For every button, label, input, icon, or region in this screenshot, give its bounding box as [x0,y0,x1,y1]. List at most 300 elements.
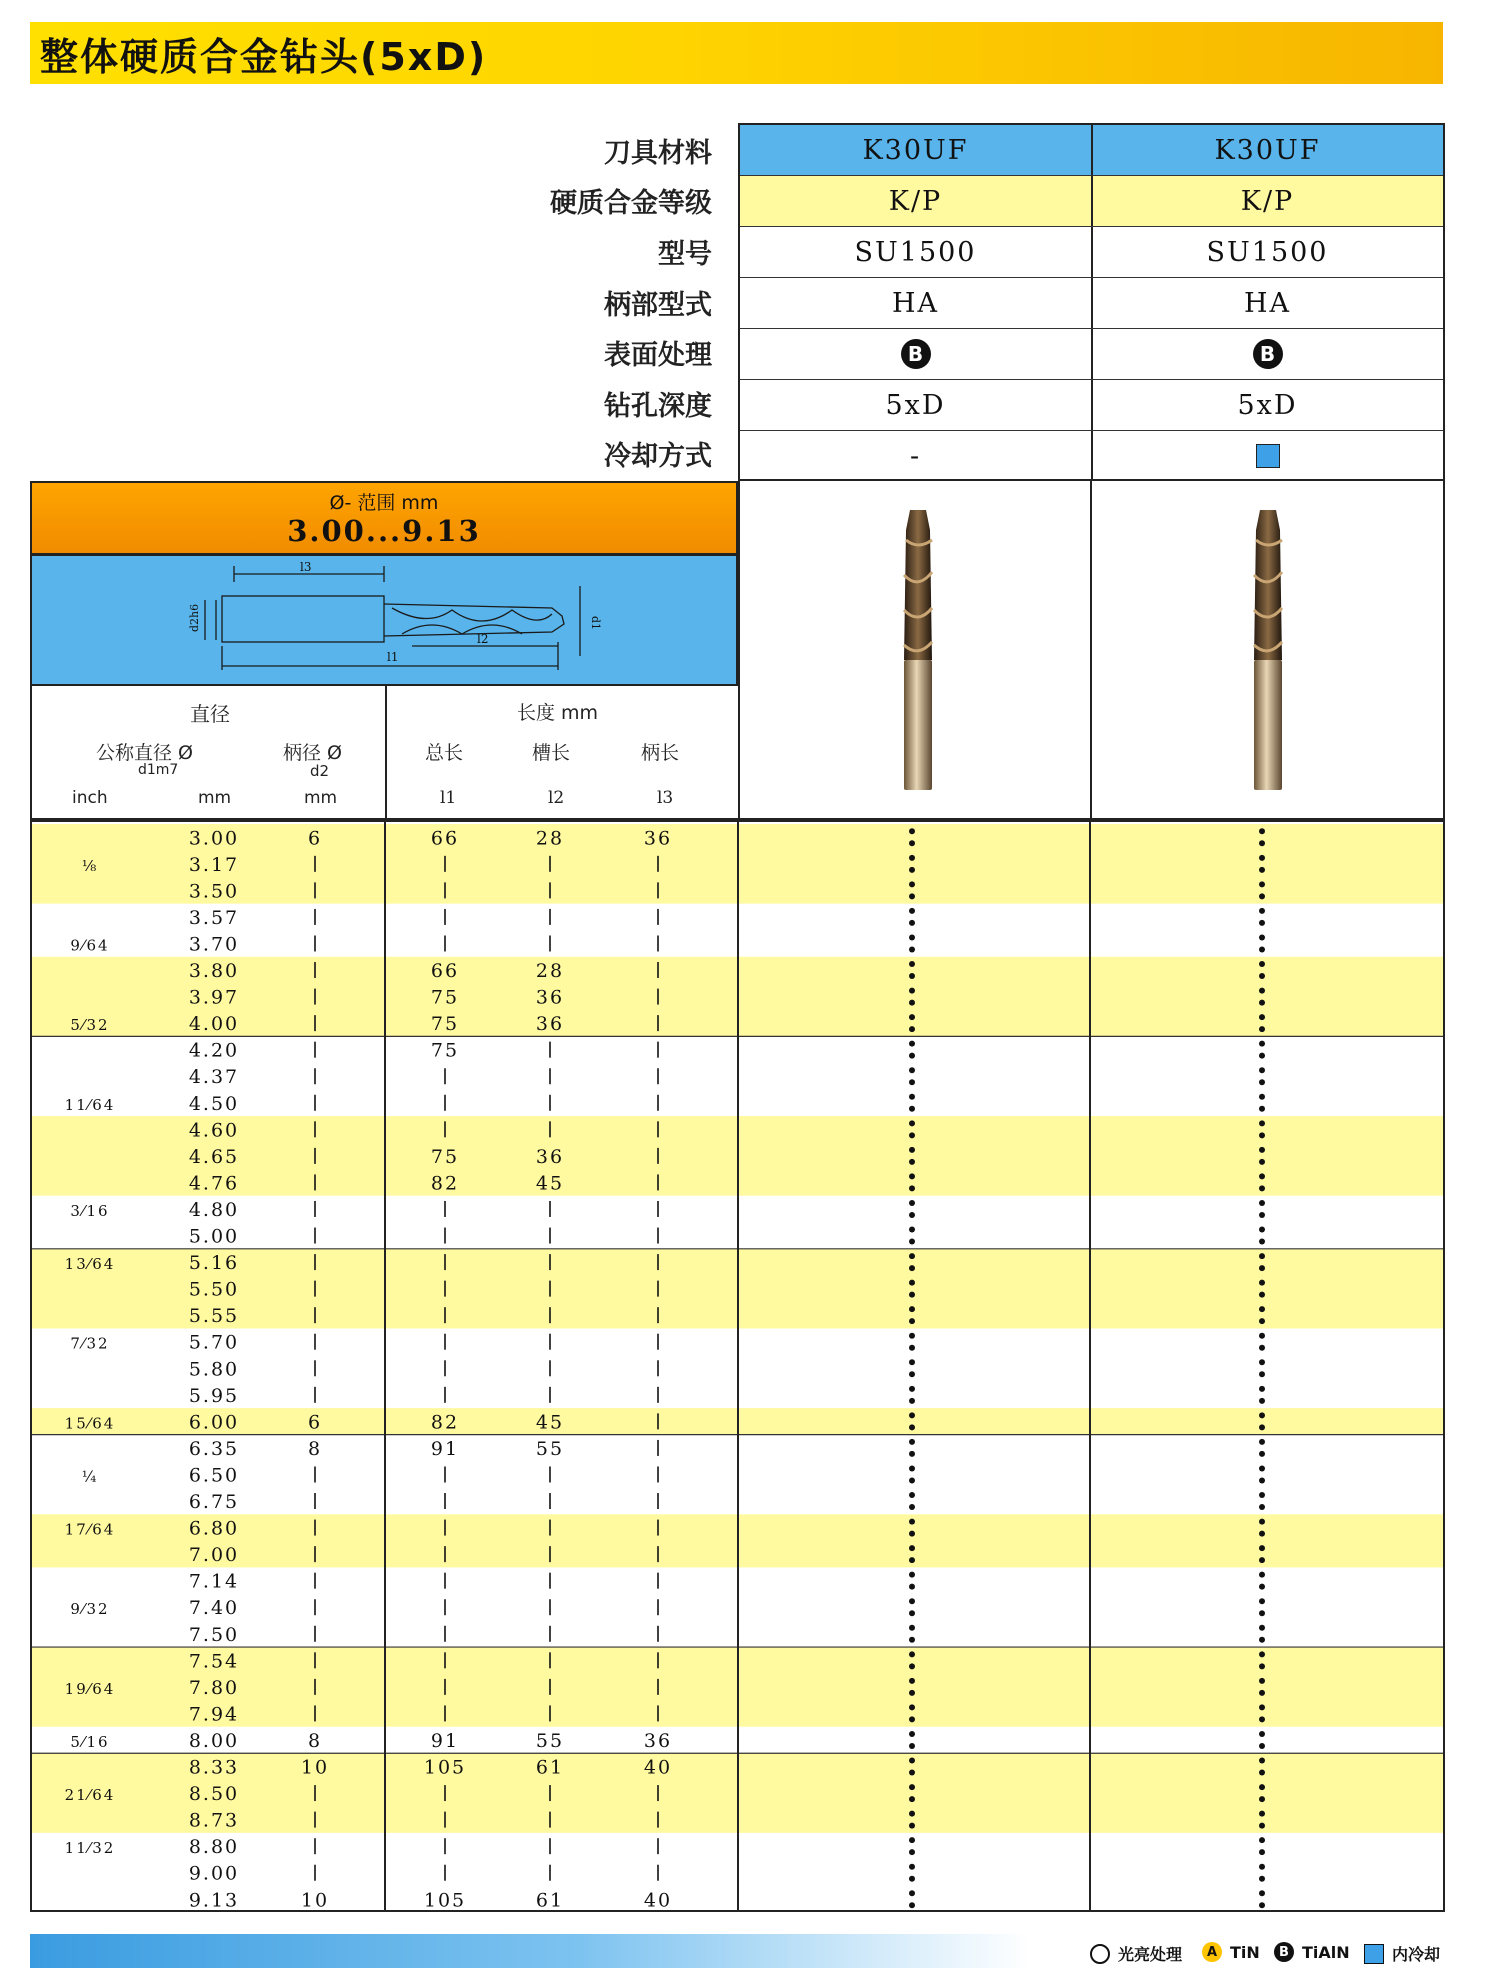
availability-dot [1259,1306,1265,1312]
cell-mm: 8.80 [188,1836,240,1859]
availability-dot [1259,1318,1265,1324]
spec-row-surface [740,329,1443,380]
page-title: 整体硬质合金钻头(5xD) [40,35,488,79]
spec-row-depth [740,380,1443,431]
cell-inch: 5⁄16 [70,1732,110,1751]
availability-dot [1259,1200,1265,1206]
legend-polished: 光亮处理 [1090,1942,1182,1965]
availability-dot [1259,1132,1265,1138]
availability-dot [1259,908,1265,914]
cell-d2: 6 [307,1411,323,1434]
cell-inch: 17⁄64 [64,1520,116,1539]
availability-dot [1259,1185,1265,1191]
cell-mm: 4.80 [188,1198,240,1221]
availability-dot [1259,867,1265,873]
availability-dot [909,1253,915,1259]
availability-dot [909,1147,915,1153]
availability-dot [1259,1784,1265,1790]
availability-dot [1259,1067,1265,1073]
availability-dot [1259,1120,1265,1126]
availability-dot [909,840,915,846]
drill-dimension-diagram [32,556,736,684]
availability-dot [909,1398,915,1404]
header-l2: l2 [548,788,565,808]
availability-dot [1259,1053,1265,1059]
availability-dot [909,1663,915,1669]
availability-dot [909,1079,915,1085]
dim-l1-label: l1 [387,650,399,664]
cell-mm: 5.95 [188,1384,240,1407]
badge-b-icon: B [1274,1942,1294,1962]
availability-dot [909,1531,915,1537]
internal-cooling-icon [1256,444,1280,468]
availability-dot [1259,855,1265,861]
cell-l1: 82 [430,1172,460,1195]
availability-dot [1259,1227,1265,1233]
cell-l1: 75 [430,1145,460,1168]
availability-dot [909,881,915,887]
cell-mm: 4.60 [188,1119,240,1142]
availability-dot [909,908,915,914]
availability-dot [1259,1504,1265,1510]
empty-circle-icon [1090,1944,1110,1964]
availability-dot [909,1094,915,1100]
availability-dot [909,1212,915,1218]
availability-dot [1259,1173,1265,1179]
spec-material-2: K30UF [1214,134,1321,166]
availability-dot [909,1690,915,1696]
availability-dot [1259,1386,1265,1392]
availability-dot [1259,1811,1265,1817]
cell-inch: ⅛ [81,856,99,875]
cell-inch: 21⁄64 [64,1786,116,1805]
availability-dot [909,1359,915,1365]
spec-model-1: SU1500 [854,236,977,268]
availability-dot [909,1837,915,1843]
cell-mm: 4.76 [188,1172,240,1195]
availability-dot [909,1067,915,1073]
cell-mm: 5.16 [188,1252,240,1275]
cell-l3: 36 [643,1729,673,1752]
cell-mm: 6.80 [188,1517,240,1540]
cell-l2: 28 [535,827,565,850]
availability-dot [909,1014,915,1020]
availability-dot [1259,1731,1265,1737]
header-l1: l1 [440,788,457,808]
cell-mm: 3.80 [188,960,240,983]
cell-mm: 7.00 [188,1544,240,1567]
dim-l2-label: l2 [477,632,489,646]
availability-dot [1259,1770,1265,1776]
label-carbide-grade: 硬质合金等级 [550,188,712,219]
availability-dot [909,867,915,873]
cell-mm: 5.80 [188,1358,240,1381]
availability-dot [1259,1424,1265,1430]
cell-d2: 8 [307,1437,323,1460]
dim-d2-label: d2h6 [188,603,201,632]
legend-tin: A TiN [1202,1942,1260,1962]
range-label: Ø- 范围 mm [329,492,439,514]
cell-mm: 7.54 [188,1650,240,1673]
availability-dot [909,1451,915,1457]
header-flute-length: 槽长 [532,742,571,764]
table-header [30,686,1445,820]
cell-mm: 5.70 [188,1331,240,1354]
cell-l2: 36 [535,1013,565,1036]
availability-dot [1259,1890,1265,1896]
availability-dot [1259,1159,1265,1165]
availability-dot [909,1572,915,1578]
availability-dot [909,1185,915,1191]
label-drill-depth: 钻孔深度 [604,391,712,422]
availability-dot [909,1504,915,1510]
cell-mm: 8.33 [188,1756,240,1779]
header-mm-1: mm [198,788,232,808]
cell-mm: 6.00 [188,1411,240,1434]
availability-dot [909,1345,915,1351]
cell-l1: 66 [430,960,460,983]
availability-dot [1259,1345,1265,1351]
label-cooling: 冷却方式 [604,441,712,472]
availability-dot [1259,1451,1265,1457]
cell-l2: 55 [535,1437,565,1460]
cell-l1: 91 [430,1729,460,1752]
availability-dot [1259,1398,1265,1404]
availability-dot [1259,1610,1265,1616]
cell-mm: 5.55 [188,1305,240,1328]
availability-dot [1259,1280,1265,1286]
availability-dot [909,1704,915,1710]
availability-dot [909,1784,915,1790]
cell-l1: 75 [430,986,460,1009]
cell-l2: 61 [535,1889,565,1910]
header-shank-diameter: 柄径 Ø [283,742,342,764]
availability-dot [909,1318,915,1324]
header-l3: l3 [657,788,674,808]
cell-mm: 4.00 [188,1013,240,1036]
availability-dot [1259,1106,1265,1112]
availability-dot [909,1306,915,1312]
cell-d2: 6 [307,827,323,850]
spec-row-shank [740,278,1443,329]
availability-dot [909,1200,915,1206]
availability-dot [1259,1849,1265,1855]
cell-mm: 7.80 [188,1676,240,1699]
cell-mm: 7.50 [188,1623,240,1646]
availability-dot [1259,1094,1265,1100]
availability-dot [1259,1716,1265,1722]
spec-row-cooling [740,431,1443,481]
availability-dot [1259,1359,1265,1365]
availability-dot [1259,1041,1265,1047]
availability-dot [909,1265,915,1271]
cell-l1: 105 [423,1756,467,1779]
availability-dot [1259,1265,1265,1271]
cell-d2: 10 [300,1756,330,1779]
cell-d2: 8 [307,1729,323,1752]
cell-inch: 9⁄64 [70,936,110,955]
availability-dot [909,1106,915,1112]
availability-dot [909,920,915,926]
availability-dot [909,1053,915,1059]
cell-mm: 7.40 [188,1597,240,1620]
availability-dot [909,973,915,979]
availability-dot [1259,1000,1265,1006]
cell-inch: 5⁄32 [70,1016,110,1035]
availability-dot [1259,1531,1265,1537]
cell-inch: 13⁄64 [64,1255,116,1274]
availability-dot [909,1173,915,1179]
availability-dot [1259,1212,1265,1218]
cell-l3: 36 [643,827,673,850]
availability-dot [909,946,915,952]
cell-d2: 10 [300,1889,330,1910]
availability-dot [1259,893,1265,899]
availability-dot [909,1584,915,1590]
cell-mm: 9.13 [188,1889,240,1910]
header-mm-2: mm [304,788,338,808]
range-value: 3.00...9.13 [287,514,481,548]
spec-table [738,123,1445,481]
badge-b-icon: B [1253,339,1283,369]
cell-mm: 4.37 [188,1066,240,1089]
availability-dot [909,1716,915,1722]
cell-inch: 7⁄32 [70,1334,110,1353]
availability-dot [909,1439,915,1445]
cell-mm: 6.50 [188,1464,240,1487]
cell-mm: 7.94 [188,1703,240,1726]
availability-dot [1259,920,1265,926]
spec-row-material [740,125,1443,176]
availability-dot [1259,1678,1265,1684]
availability-dot [1259,1902,1265,1908]
availability-dot [1259,828,1265,834]
availability-dot [1259,1690,1265,1696]
availability-dot [909,1371,915,1377]
cell-inch: ¼ [81,1467,99,1486]
spec-grade-1: K/P [888,185,943,217]
cell-l2: 45 [535,1172,565,1195]
availability-dot [909,1610,915,1616]
cell-l1: 75 [430,1013,460,1036]
availability-dot [1259,1796,1265,1802]
data-table-grid [32,822,1443,1910]
availability-dot [909,1545,915,1551]
availability-dot [1259,1147,1265,1153]
spec-row-grade [740,176,1443,227]
cell-mm: 7.14 [188,1570,240,1593]
availability-dot [909,1651,915,1657]
availability-dot [909,1849,915,1855]
availability-dot [909,1758,915,1764]
cell-mm: 8.50 [188,1783,240,1806]
availability-dot [1259,840,1265,846]
cell-mm: 3.50 [188,880,240,903]
availability-dot [1259,1412,1265,1418]
availability-dot [909,961,915,967]
availability-dot [1259,1014,1265,1020]
availability-dot [909,855,915,861]
availability-dot [1259,1439,1265,1445]
availability-dot [1259,1079,1265,1085]
cell-mm: 5.00 [188,1225,240,1248]
badge-b-icon: B [901,339,931,369]
header-total-length: 总长 [425,742,464,764]
availability-dot [1259,1758,1265,1764]
availability-dot [1259,1545,1265,1551]
cell-l2: 28 [535,960,565,983]
spec-material-1: K30UF [862,134,969,166]
availability-dot [909,1864,915,1870]
cell-l2: 36 [535,1145,565,1168]
availability-dot [909,1876,915,1882]
dim-d1-label: d1 [589,616,602,631]
availability-dot [909,1731,915,1737]
cell-l1: 75 [430,1039,460,1062]
cell-inch: 19⁄64 [64,1679,116,1698]
cell-mm: 4.50 [188,1092,240,1115]
header-diameter: 直径 [190,702,230,726]
legend-internal-cooling: 内冷却 [1364,1942,1440,1965]
cell-mm: 4.20 [188,1039,240,1062]
availability-dot [909,934,915,940]
availability-dot [1259,1465,1265,1471]
cell-mm: 4.65 [188,1145,240,1168]
availability-dot [909,1519,915,1525]
cell-inch: 15⁄64 [64,1414,116,1433]
availability-dot [1259,1663,1265,1669]
spec-cooling-1: - [909,440,922,472]
availability-dot [909,1026,915,1032]
cell-l1: 105 [423,1889,467,1910]
spec-grade-2: K/P [1240,185,1295,217]
availability-dot [909,1424,915,1430]
availability-dot [909,1890,915,1896]
cell-mm: 3.17 [188,853,240,876]
availability-dot [1259,1864,1265,1870]
availability-dot [909,1386,915,1392]
availability-dot [1259,934,1265,940]
cell-inch: 11⁄32 [64,1839,116,1858]
label-model: 型号 [658,239,712,270]
cell-mm: 3.70 [188,933,240,956]
availability-dot [909,1412,915,1418]
cell-mm: 8.73 [188,1809,240,1832]
availability-dot [1259,1333,1265,1339]
availability-dot [909,1041,915,1047]
cell-mm: 8.00 [188,1729,240,1752]
availability-dot [1259,1519,1265,1525]
cell-inch: 3⁄16 [70,1201,110,1220]
availability-dot [909,1796,915,1802]
availability-dot [1259,1477,1265,1483]
availability-dot [909,1465,915,1471]
availability-dot [1259,1371,1265,1377]
availability-dot [1259,881,1265,887]
spec-depth-2: 5xD [1237,389,1298,421]
header-length: 长度 mm [517,702,599,724]
availability-dot [909,1280,915,1286]
cell-inch: 11⁄64 [64,1095,116,1114]
spec-row-model [740,227,1443,278]
availability-dot [909,1477,915,1483]
cell-l2: 55 [535,1729,565,1752]
availability-dot [1259,946,1265,952]
availability-dot [909,1292,915,1298]
header-d2: d2 [310,762,330,780]
availability-dot [909,828,915,834]
availability-dot [1259,1837,1265,1843]
legend-tialn: B TiAlN [1274,1942,1350,1962]
cell-mm: 6.75 [188,1491,240,1514]
dim-l3-label: l3 [300,560,312,574]
availability-dot [909,1770,915,1776]
cell-mm: 5.50 [188,1278,240,1301]
cell-l2: 36 [535,986,565,1009]
label-surface-treatment: 表面处理 [604,340,712,371]
cell-inch: 9⁄32 [70,1600,110,1619]
availability-dot [1259,1876,1265,1882]
availability-dot [1259,1492,1265,1498]
spec-shank-1: HA [891,287,940,319]
label-tool-material: 刀具材料 [604,138,712,169]
availability-dot [909,1492,915,1498]
spec-model-2: SU1500 [1206,236,1329,268]
availability-dot [1259,1253,1265,1259]
availability-dot [909,1239,915,1245]
drill-diagram-panel [30,556,738,686]
availability-dot [1259,1292,1265,1298]
availability-dot [909,988,915,994]
availability-dot [909,1743,915,1749]
availability-dot [1259,1625,1265,1631]
cell-mm: 3.00 [188,827,240,850]
availability-dot [909,1811,915,1817]
availability-dot [909,1625,915,1631]
availability-dot [909,1637,915,1643]
availability-dot [1259,1637,1265,1643]
cell-l2: 61 [535,1756,565,1779]
badge-a-icon: A [1202,1942,1222,1962]
cell-l1: 82 [430,1411,460,1434]
availability-dot [909,1159,915,1165]
availability-dot [1259,1823,1265,1829]
blue-square-icon [1364,1944,1384,1964]
availability-dot [1259,1584,1265,1590]
cell-l3: 40 [643,1756,673,1779]
availability-dot [909,1823,915,1829]
cell-mm: 3.97 [188,986,240,1009]
header-shank-length: 柄长 [641,742,680,764]
availability-dot [909,1120,915,1126]
availability-dot [1259,1651,1265,1657]
availability-dot [909,1598,915,1604]
availability-dot [909,893,915,899]
cell-l1: 66 [430,827,460,850]
header-inch: inch [72,788,108,808]
availability-dot [1259,1239,1265,1245]
data-table [30,820,1445,1912]
availability-dot [909,1132,915,1138]
spec-depth-1: 5xD [885,389,946,421]
header-nominal-diameter: 公称直径 Ø [96,742,193,764]
cell-l2: 45 [535,1411,565,1434]
spec-shank-2: HA [1243,287,1292,319]
cell-mm: 9.00 [188,1862,240,1885]
availability-dot [1259,1743,1265,1749]
header-d1m7: d1m7 [138,762,179,778]
availability-dot [1259,1557,1265,1563]
